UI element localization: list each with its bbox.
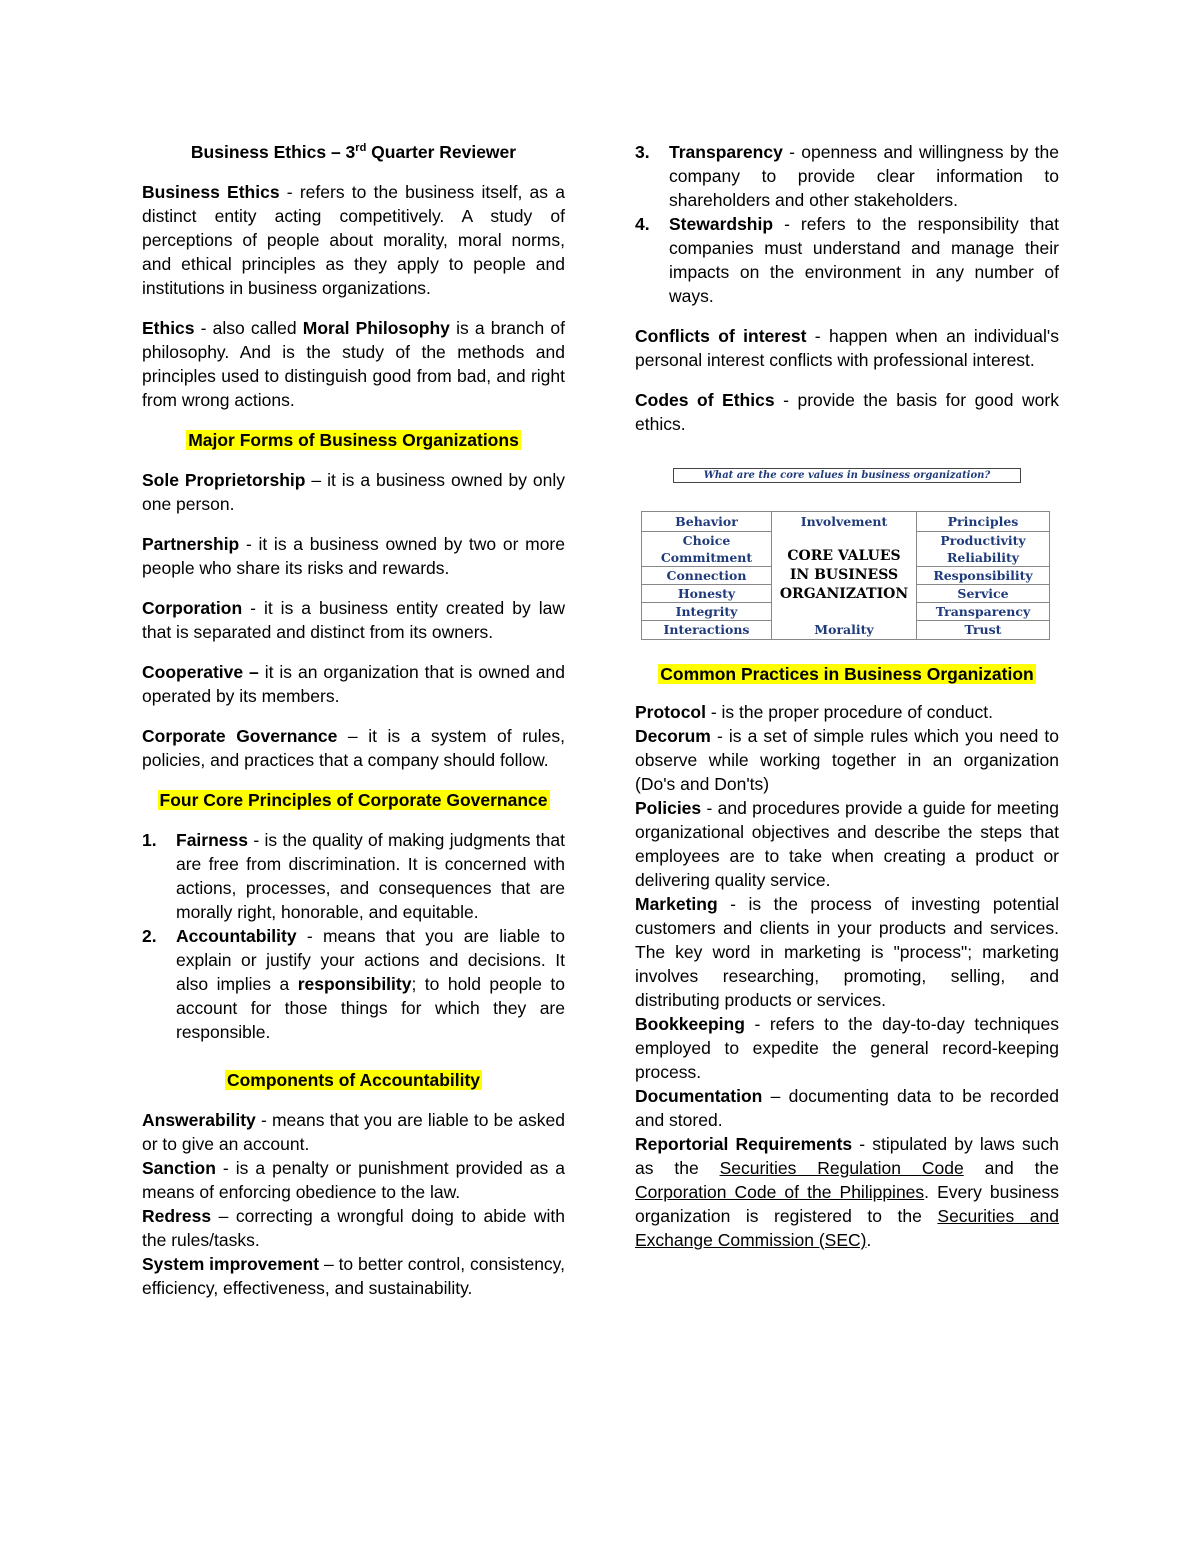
list-number: 2. xyxy=(142,926,157,946)
table-cell: Behavior xyxy=(642,512,772,532)
left-column xyxy=(142,140,565,1300)
table-cell: Morality xyxy=(772,620,917,640)
underlined-reference: Securities Regulation Code xyxy=(719,1158,964,1178)
cell-text: Reliability xyxy=(947,549,1019,565)
definition-answerability xyxy=(142,1108,565,1156)
highlighted-heading: Common Practices in Business Organization xyxy=(660,664,1034,684)
list-number: 3. xyxy=(635,142,650,162)
definition-business-ethics xyxy=(142,180,565,300)
term: Fairness xyxy=(176,830,248,850)
definition: is a branch of philosophy. And is the study of the methods and principles used to distinguish good from bad, and right from wrong actions. xyxy=(142,318,565,410)
term: Sole Proprietorship xyxy=(142,470,306,490)
definition: - means that you are liable to explain or justify your actions and decisions. It also implies a xyxy=(176,926,565,994)
definition: – it is a system of rules, policies, and practices that a company should follow. xyxy=(142,726,566,770)
definition: – documenting data to be recorded and stored. xyxy=(635,1086,1059,1130)
figure-question-banner: What are the core values in business organization? xyxy=(673,468,1021,483)
title-superscript: rd xyxy=(355,142,367,155)
underlined-reference: Corporation Code of the Philippines xyxy=(635,1182,925,1202)
table-cell: Principles xyxy=(917,512,1050,532)
cell-text: Productivity xyxy=(940,532,1026,548)
definition-bookkeeping xyxy=(635,1012,1059,1084)
term: Bookkeeping xyxy=(635,1014,745,1034)
term: Documentation xyxy=(635,1086,763,1106)
section-heading-principles xyxy=(142,788,565,812)
term: Reportorial Requirements xyxy=(635,1134,853,1154)
definition-policies xyxy=(635,796,1059,892)
highlighted-heading: Four Core Principles of Corporate Governance xyxy=(159,790,548,810)
definition: - it is a business entity created by law that is separated and distinct from its owners. xyxy=(142,598,565,642)
term: Corporate Governance xyxy=(142,726,338,746)
cell-text: Commitment xyxy=(660,549,753,565)
underlined-reference: Securities and Exchange Commission (SEC) xyxy=(635,1206,1059,1250)
definition: - stipulated by laws such as the xyxy=(635,1134,1059,1178)
term: Protocol xyxy=(635,702,706,722)
definition-corporate-governance xyxy=(142,724,565,772)
core-values-center-label xyxy=(772,531,917,620)
center-text: IN BUSINESS xyxy=(789,567,899,583)
term: Stewardship xyxy=(669,214,774,234)
table-row xyxy=(642,531,1050,566)
definition: - provide the basis for good work ethics. xyxy=(635,390,1059,434)
list-number: 4. xyxy=(635,214,650,234)
definition-codes-of-ethics xyxy=(635,388,1059,436)
table-cell xyxy=(642,531,772,566)
table-cell xyxy=(917,531,1050,566)
definition: - means that you are liable to be asked or to give an account. xyxy=(142,1110,565,1154)
term: Transparency xyxy=(669,142,783,162)
definition: - refers to the business itself, as a distinct entity acting competitively. A study of perceptions of people about morality, moral norms, and ethical principles as they apply to people and institutions in business organizations. xyxy=(142,182,565,298)
term: Conflicts of interest xyxy=(635,326,807,346)
definition: and the xyxy=(963,1158,1059,1178)
table-cell: Connection xyxy=(642,566,772,584)
section-heading-practices xyxy=(635,662,1059,686)
cell-text: Choice xyxy=(682,532,731,548)
definition-partnership xyxy=(142,532,565,580)
highlighted-heading: Major Forms of Business Organizations xyxy=(188,430,519,450)
definition: – it is a business owned by only one person. xyxy=(142,470,565,514)
definition: it is an organization that is owned and operated by its members. xyxy=(142,662,565,706)
page-title xyxy=(142,140,565,164)
term: Accountability xyxy=(176,926,297,946)
definition-redress xyxy=(142,1204,565,1252)
definition-protocol xyxy=(635,700,1059,724)
term: Business Ethics xyxy=(142,182,280,202)
term: Marketing xyxy=(635,894,718,914)
term: Policies xyxy=(635,798,702,818)
definition-corporation xyxy=(142,596,565,644)
definition-system-improvement xyxy=(142,1252,565,1300)
definition-ethics xyxy=(142,316,565,412)
table-cell: Responsibility xyxy=(917,566,1050,584)
definition: - is a set of simple rules which you need to observe while working together in an organization (Do's and Don'ts) xyxy=(635,726,1059,794)
term: Partnership xyxy=(142,534,240,554)
term: System improvement xyxy=(142,1254,320,1274)
term: Corporation xyxy=(142,598,243,618)
definition: - is the quality of making judgments that are free from discrimination. It is concerned with actions, processes, and consequences that are morally right, honorable, and equitable. xyxy=(176,830,565,922)
list-number: 1. xyxy=(142,830,157,850)
term: Cooperative – xyxy=(142,662,259,682)
list-item xyxy=(635,212,1059,308)
table-row xyxy=(642,512,1050,532)
definition-documentation xyxy=(635,1084,1059,1132)
highlighted-heading: Components of Accountability xyxy=(226,1070,481,1090)
core-values-table xyxy=(641,511,1050,640)
section-heading-components xyxy=(142,1068,565,1092)
definition: - refers to the day-to-day techniques employed to expedite the general record-keeping process. xyxy=(635,1014,1059,1082)
definition: - it is a business owned by two or more people who share its risks and rewards. xyxy=(142,534,565,578)
definition: – correcting a wrongful doing to abide with the rules/tasks. xyxy=(142,1206,565,1250)
principles-list-continued xyxy=(635,140,1059,308)
definition-marketing xyxy=(635,892,1059,1012)
definition: ; to hold people to account for those things for which they are responsible. xyxy=(176,974,565,1042)
table-cell: Involvement xyxy=(772,512,917,532)
definition: . xyxy=(866,1230,872,1250)
table-cell: Trust xyxy=(917,620,1050,640)
center-text: ORGANIZATION xyxy=(779,586,909,602)
center-text: CORE VALUES xyxy=(787,548,901,564)
definition-decorum xyxy=(635,724,1059,796)
term: Ethics xyxy=(142,318,195,338)
definition-sanction xyxy=(142,1156,565,1204)
table-cell: Honesty xyxy=(642,584,772,602)
term: Moral Philosophy xyxy=(302,318,450,338)
definition-sole-proprietorship xyxy=(142,468,565,516)
list-item xyxy=(142,924,565,1044)
definition: - also called xyxy=(194,318,303,338)
definition: - happen when an individual's personal interest conflicts with professional interest. xyxy=(635,326,1059,370)
term: Decorum xyxy=(635,726,711,746)
definition: - is the process of investing potential customers and clients in your products and services. The key word in marketing is "process"; marketing involves researching, promoting, selling, and distributing products or services. xyxy=(635,894,1059,1010)
definition-conflicts-of-interest xyxy=(635,324,1059,372)
term: Redress xyxy=(142,1206,212,1226)
definition: . Every business organization is registered to the xyxy=(635,1182,1059,1226)
table-cell: Transparency xyxy=(917,602,1050,620)
definition: - openness and willingness by the company to provide clear information to shareholders and other stakeholders. xyxy=(669,142,1059,210)
title-text-end: Quarter Reviewer xyxy=(366,142,517,162)
term: Codes of Ethics xyxy=(635,390,775,410)
definition: - and procedures provide a guide for meeting organizational objectives and describe the steps that employees are to take when creating a product or delivering quality service. xyxy=(635,798,1059,890)
right-column xyxy=(635,140,1059,1252)
definition-reportorial-requirements xyxy=(635,1132,1059,1252)
title-text: Business Ethics – 3 xyxy=(190,142,356,162)
definition-cooperative xyxy=(142,660,565,708)
definition: – to better control, consistency, efficiency, effectiveness, and sustainability. xyxy=(142,1254,565,1298)
list-item xyxy=(142,828,565,924)
section-heading-forms xyxy=(142,428,565,452)
list-item xyxy=(635,140,1059,212)
table-cell: Interactions xyxy=(642,620,772,640)
principles-list xyxy=(142,828,565,1044)
table-row xyxy=(642,620,1050,640)
definition: - is the proper procedure of conduct. xyxy=(705,702,993,722)
term: Sanction xyxy=(142,1158,216,1178)
term: Answerability xyxy=(142,1110,256,1130)
term: responsibility xyxy=(297,974,412,994)
definition: - is a penalty or punishment provided as a means of enforcing obedience to the law. xyxy=(142,1158,565,1202)
definition: - refers to the responsibility that companies must understand and manage their impacts on the environment in any number of ways. xyxy=(669,214,1059,306)
table-cell: Service xyxy=(917,584,1050,602)
table-cell: Integrity xyxy=(642,602,772,620)
